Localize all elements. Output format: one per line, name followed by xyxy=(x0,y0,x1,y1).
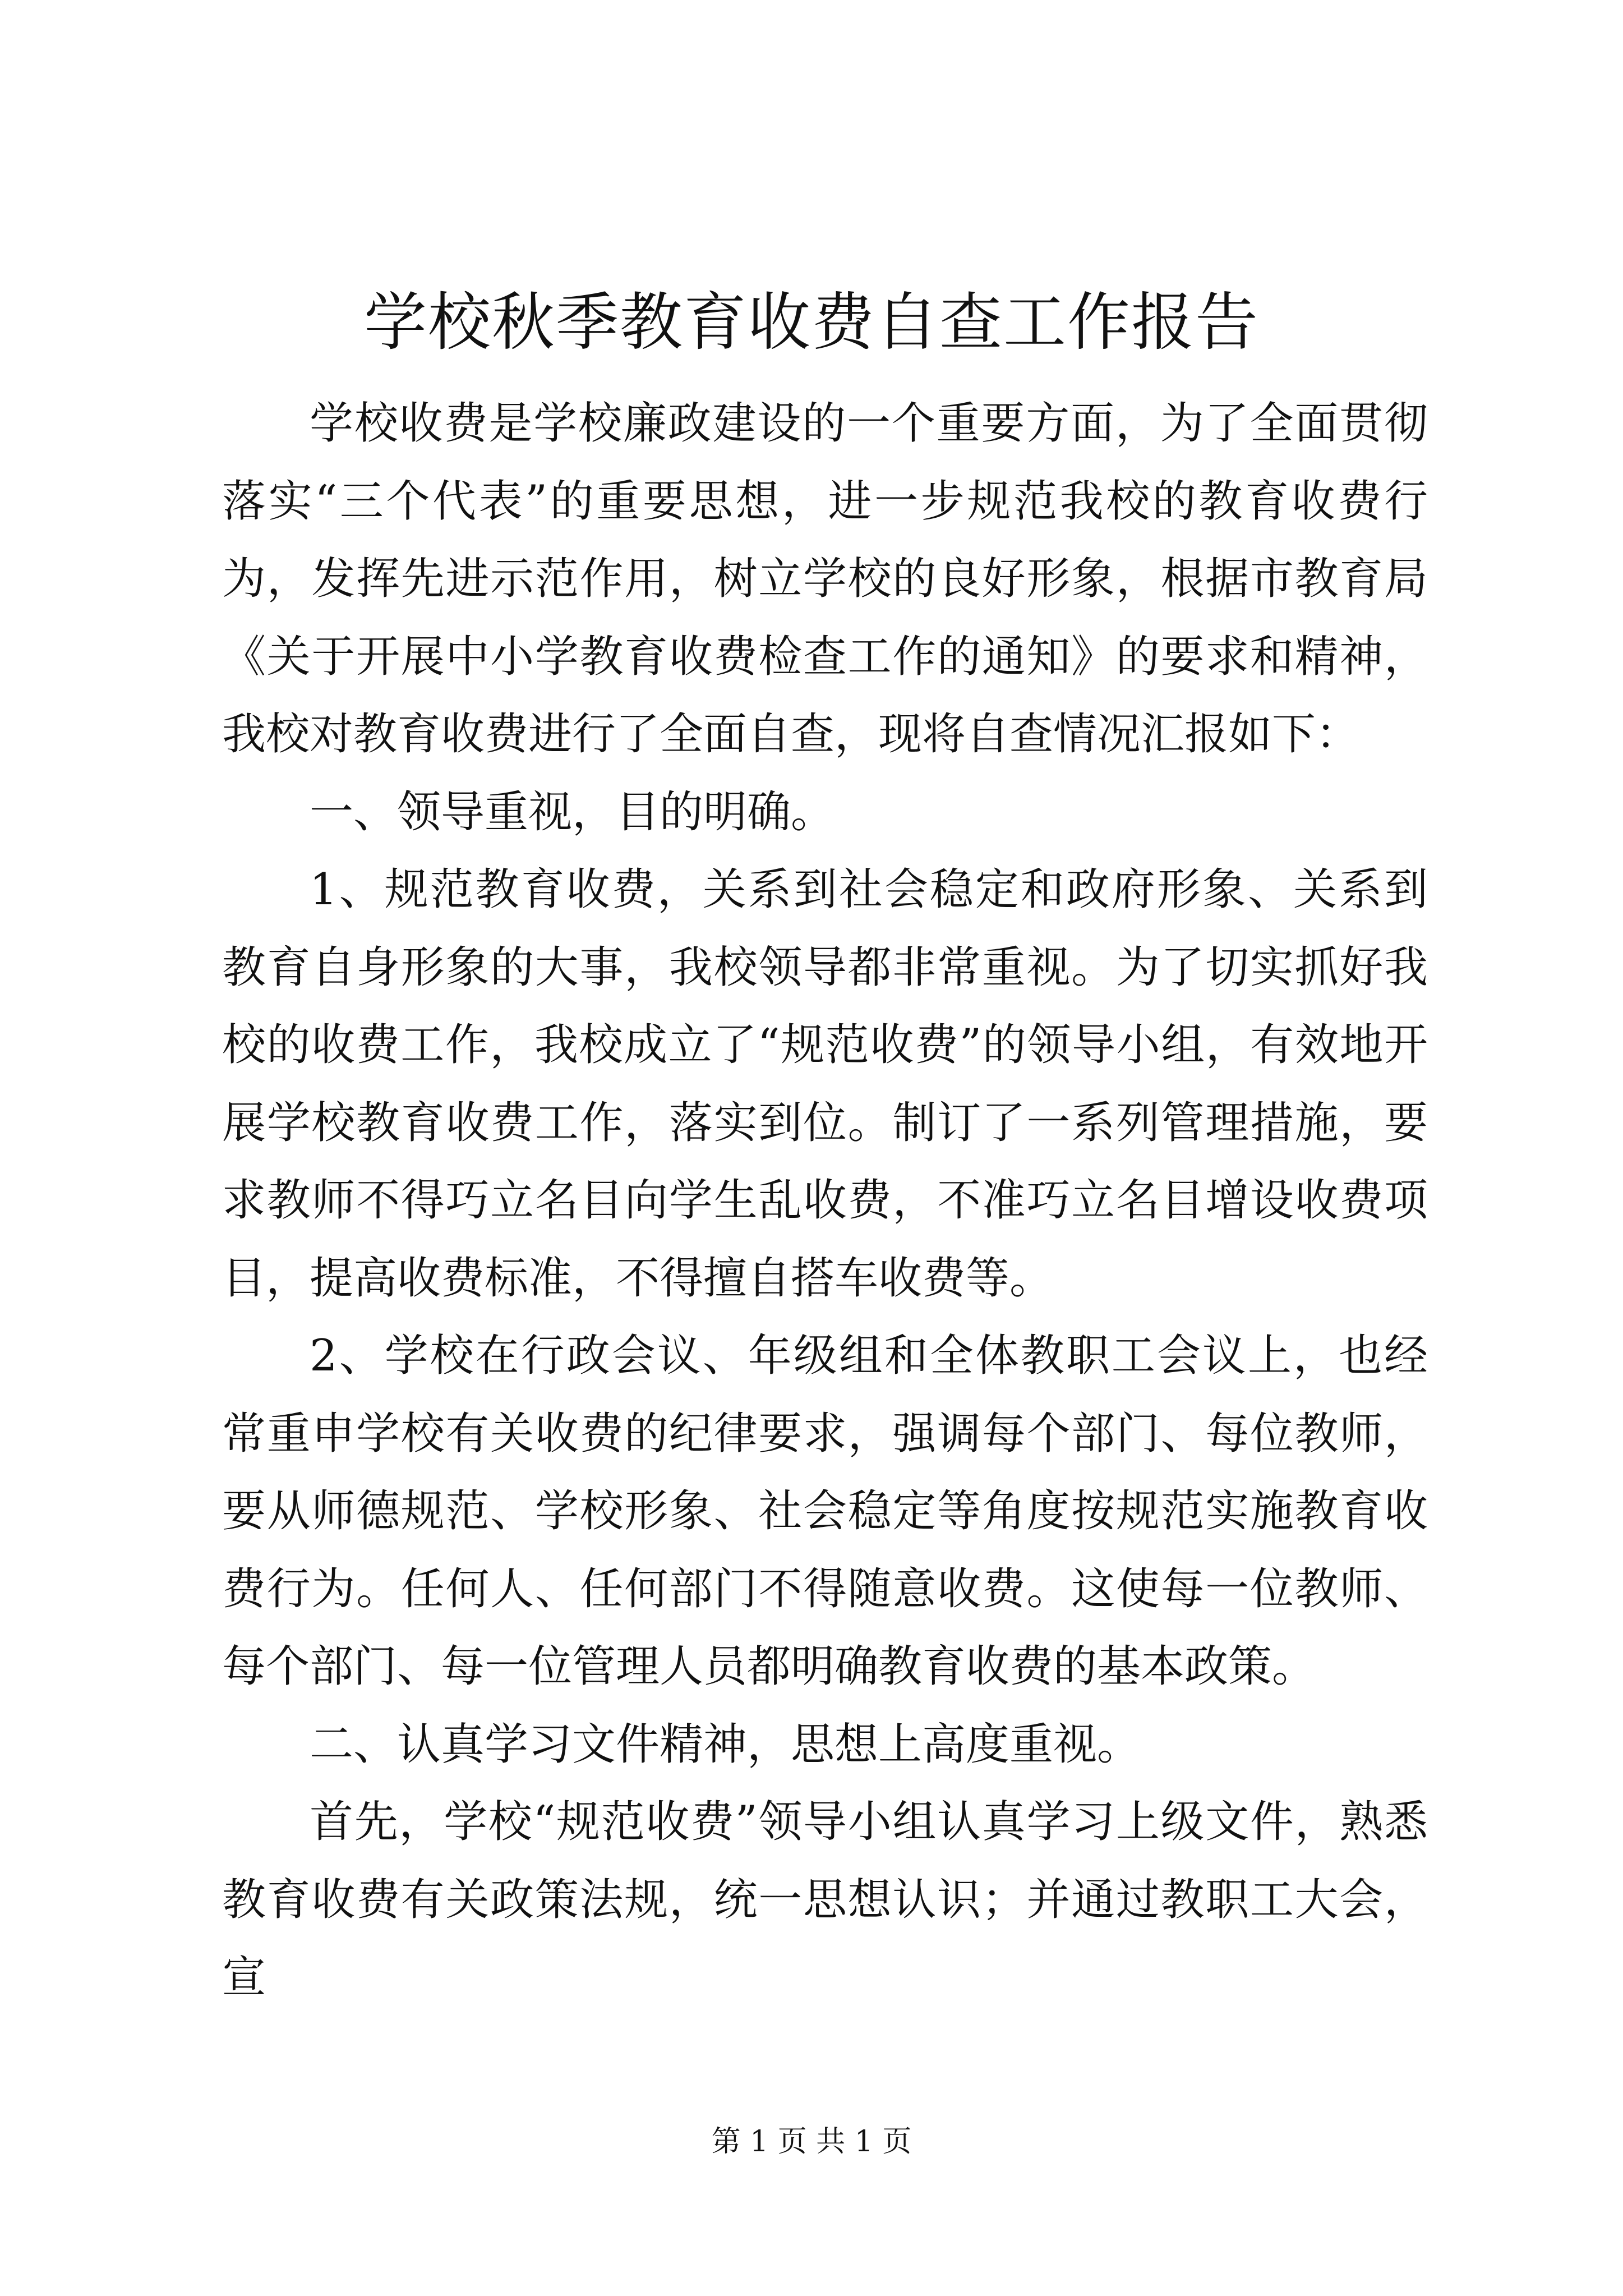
section-heading-2: 二、认真学习文件精神，思想上高度重视。 xyxy=(310,1719,1141,1770)
page-footer: 第 1 页 共 1 页 xyxy=(711,2125,912,2159)
paragraph-item-2: 2、学校在行政会议、年级组和全体教职工会议上，也经常重申学校有关收费的纪律要求，强调每个部门、每位教师，要从师德规范、学校形象、社会稳定等角度按规范实施教育收费行为。任何人、任何部门不得随意收费。这使每一位教师、每个部门、每一位管理人员都明确教育收费的基本政策。 xyxy=(222,1331,1428,1692)
section-heading-1: 一、领导重视，目的明确。 xyxy=(310,786,835,838)
paragraph-item-1: 1、规范教育收费，关系到社会稳定和政府形象、关系到教育自身形象的大事，我校领导都非常重视。为了切实抓好我校的收费工作，我校成立了“规范收费”的领导小组，有效地开展学校教育收费工作，落实到位。制订了一系列管理措施，要求教师不得巧立名目向学生乱收费，不准巧立名目增设收费项目，提高收费标准，不得擅自搭车收费等。 xyxy=(222,864,1428,1304)
document-body xyxy=(222,385,1428,2017)
paragraph-intro: 学校收费是学校廉政建设的一个重要方面，为了全面贯彻落实“三个代表”的重要思想，进一步规范我校的教育收费行为，发挥先进示范作用，树立学校的良好形象，根据市教育局《关于开展中小学教育收费检查工作的通知》的要求和精神，我校对教育收费进行了全面自查，现将自查情况汇报如下： xyxy=(222,398,1428,760)
document-title: 学校秋季教育收费自查工作报告 xyxy=(364,286,1259,359)
paragraph-first: 首先，学校“规范收费”领导小组认真学习上级文件，熟悉教育收费有关政策法规，统一思想认识；并通过教职工大会，宣 xyxy=(222,1797,1428,2003)
